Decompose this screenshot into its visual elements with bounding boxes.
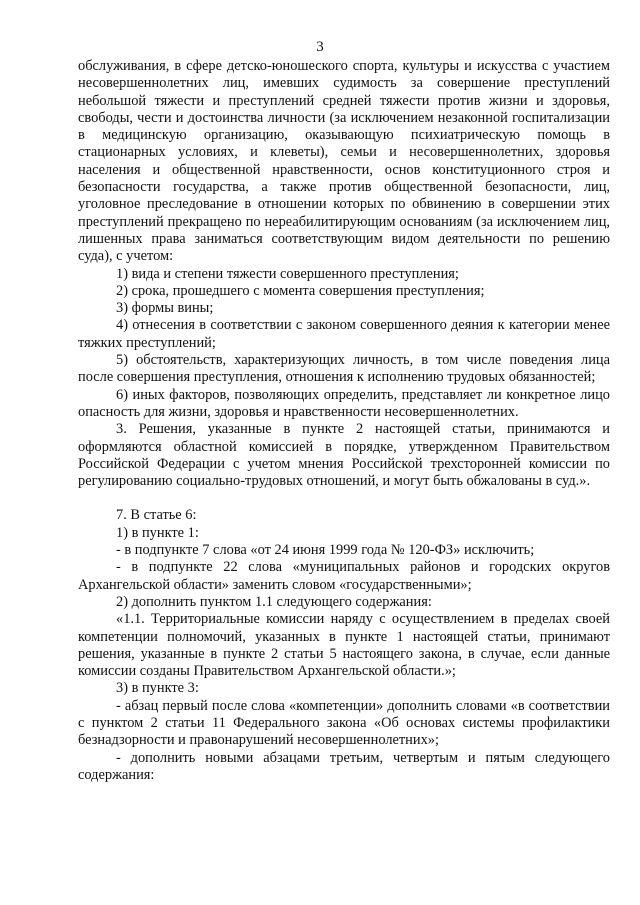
paragraph: 5) обстоятельств, характеризующих личность, в том числе поведения лица после совершения преступления, отношения к исполнению трудовых обязанностей; (78, 352, 610, 386)
document-body (78, 58, 610, 784)
paragraph: 6) иных факторов, позволяющих определить, представляет ли конкретное лицо опасность для жизни, здоровья и нравственности несовершеннолетних. (78, 386, 610, 420)
paragraph: обслуживания, в сфере детско-юношеского спорта, культуры и искусства с участием несовершеннолетних лиц, имевших судимость за совершение преступлений небольшой тяжести и преступлений средней тяжести против жизни и здоровья, свободы, чести и достоинства личности (за исключением незаконной госпитализации в медицинскую организацию, оказывающую психиатрическую помощь в стационарных условиях, и клеветы), семьи и несовершеннолетних, здоровья населения и общественной нравственности, основ конституционного строя и безопасности государства, а также против общественной безопасности, лиц, уголовное преследование в отношении которых по обвинению в совершении этих преступлений прекращено по нереабилитирующим основаниям (за исключением лиц, лишенных права заниматься соответствующим видом деятельности по решению суда), с учетом: (78, 58, 610, 265)
paragraph: 1) вида и степени тяжести совершенного преступления; (116, 265, 459, 282)
paragraph: - дополнить новыми абзацами третьим, четвертым и пятым следующего содержания: (78, 749, 610, 783)
paragraph: - абзац первый после слова «компетенции» дополнить словами «в соответствии с пунктом 2 статьи 11 Федерального закона «Об основах системы профилактики безнадзорности и правонарушений несовершеннолетних»; (78, 697, 610, 749)
paragraph: 2) срока, прошедшего с момента совершения преступления; (116, 282, 485, 299)
paragraph: 3) формы вины; (116, 300, 214, 317)
paragraph: 4) отнесения в соответствии с законом совершенного деяния к категории менее тяжких преступлений; (78, 317, 610, 351)
page-number: 3 (316, 39, 324, 55)
paragraph: 3) в пункте 3: (116, 680, 199, 697)
paragraph: 7. В статье 6: (116, 507, 197, 524)
paragraph: - в подпункте 22 слова «муниципальных районов и городских округов Архангельской области» заменить словом «государственными»; (78, 559, 610, 593)
paragraph: 2) дополнить пунктом 1.1 следующего содержания: (116, 593, 432, 610)
paragraph: 1) в пункте 1: (116, 524, 199, 541)
paragraph: - в подпункте 7 слова «от 24 июня 1999 года № 120-ФЗ» исключить; (116, 542, 535, 559)
paragraph: 3. Решения, указанные в пункте 2 настоящей статьи, принимаются и оформляются областной комиссией в порядке, утвержденном Правительством Российской Федерации с учетом мнения Российской трехсторонней комиссии по регулированию социально-трудовых отношений, и могут быть обжалованы в суд.». (78, 421, 610, 490)
paragraph-gap (78, 490, 610, 507)
paragraph: «1.1. Территориальные комиссии наряду с осуществлением в пределах своей компетенции полномочий, указанных в пункте 1 настоящей статьи, принимают решения, указанные в пункте 2 статьи 5 настоящего закона, в случае, если данные комиссии созданы Правительством Архангельской области.»; (78, 611, 610, 680)
